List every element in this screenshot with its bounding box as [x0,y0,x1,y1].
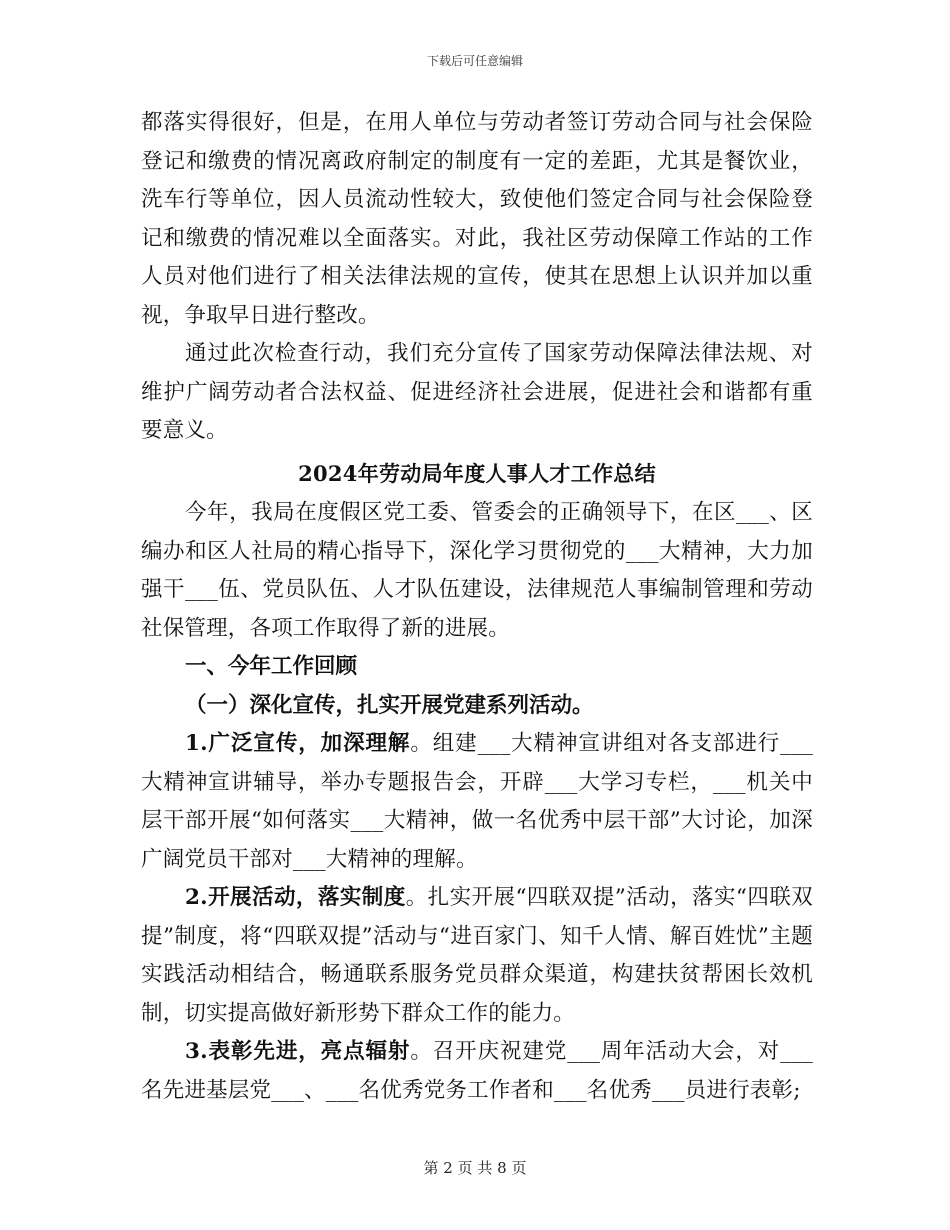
list-item-2-text: 。扎实开展“四联双提”活动，落实“四联双提”制度，将“四联双提”活动与“进百家门、知千人情、解百姓忧”主题实践活动相结合，畅通联系服务党员群众渠道，构建扶贫帮困长效机制，切实提高做好新形势下群众工作的能力。 [141,885,813,1026]
list-item-1 [141,725,813,879]
list-item-1-text: 。组建___大精神宣讲组对各支部进行___大精神宣讲辅导，举办专题报告会，开辟___大学习专栏，___机关中层干部开展“如何落实___大精神，做一名优秀中层干部”大讨论，加深广阔党员干部对___大精神的理解。 [141,731,814,872]
list-item-2 [141,879,813,1033]
paragraph-continued: 都落实得很好，但是，在用人单位与劳动者签订劳动合同与社会保险登记和缴费的情况离政府制定的制度有一定的差距，尤其是餐饮业，洗车行等单位，因人员流动性较大，致使他们签定合同与社会保险登记和缴费的情况难以全面落实。对此，我社区劳动保障工作站的工作人员对他们进行了相关法律法规的宣传，使其在思想上认识并加以重视，争取早日进行整改。 [141,110,813,328]
list-item-1-lead: 1.广泛宣传，加深理解 [185,731,411,756]
header-note: 下载后可任意编辑 [426,54,523,68]
document-title: 2024年劳动局年度人事人才工作总结 [298,460,656,486]
paragraph-intro: 今年，我局在度假区党工委、管委会的正确领导下，在区___、区编办和区人社局的精心指导下，深化学习贯彻党的___大精神，大力加强干___伍、党员队伍、人才队伍建设，法律规范人事编制管理和劳动社保管理，各项工作取得了新的进展。 [141,500,813,641]
document-body [141,104,813,1110]
paragraph-conclusion: 通过此次检查行动，我们充分宣传了国家劳动保障法律法规、对维护广阔劳动者合法权益、促进经济社会进展，促进社会和谐都有重要意义。 [141,341,813,443]
list-item-3-lead: 3.表彰先进，亮点辐射 [185,1039,411,1064]
subsection-heading: （一）深化宣传，扎实开展党建系列活动。 [185,692,594,718]
list-item-3-text: 。召开庆祝建党___周年活动大会，对___名先进基层党___、___名优秀党务工作者和___名优秀___员进行表彰; [141,1039,814,1103]
list-item-2-lead: 2.开展活动，落实制度 [185,885,406,910]
list-item-3 [141,1033,813,1110]
section-heading: 一、今年工作回顾 [185,654,358,679]
page-footer: 第 2 页 共 8 页 [423,1159,527,1177]
